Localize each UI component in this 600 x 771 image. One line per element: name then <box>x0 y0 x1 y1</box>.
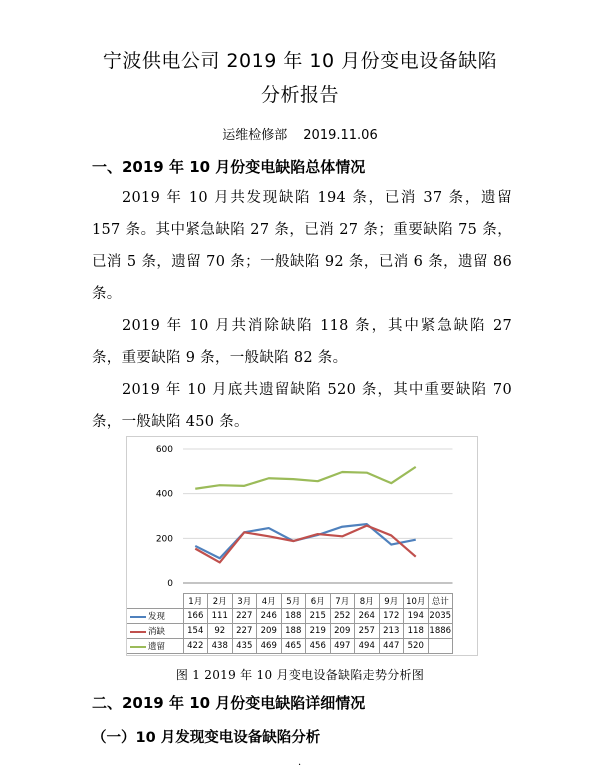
legend-entry <box>127 624 183 639</box>
table-row <box>127 639 453 654</box>
table-header-row <box>127 594 453 609</box>
legend-entry <box>127 639 183 654</box>
x-category-label: 10月 <box>404 594 429 609</box>
data-label: 1886 <box>428 624 453 639</box>
table-row <box>127 624 453 639</box>
report-date: 2019.11.06 <box>303 128 378 143</box>
data-label: 166 <box>183 609 208 624</box>
data-label <box>428 639 453 654</box>
data-label: 154 <box>183 624 208 639</box>
data-label: 456 <box>306 639 331 654</box>
paragraph-2: 2019 年 10 月共消除缺陷 118 条，其中紧急缺陷 27 条，重要缺陷 9 条，一般缺陷 82 条。 <box>92 318 512 366</box>
data-label: 497 <box>330 639 355 654</box>
legend-swatch <box>130 646 146 648</box>
subsection-heading: （一）10 月发现变电设备缺陷分析 <box>92 730 321 746</box>
department: 运维检修部 <box>222 128 288 143</box>
x-category-label: 4月 <box>257 594 282 609</box>
paragraph-1: 2019 年 10 月共发现缺陷 194 条，已消 37 条，遗留 157 条。其中紧急缺陷 27 条，已消 27 条；重要缺陷 75 条，已消 5 条，遗留 70 条；一般缺陷 92 条，已消 6 条，遗留 86 条。 <box>92 190 512 302</box>
legend-entry <box>127 609 183 624</box>
data-label: 227 <box>232 624 257 639</box>
data-label: 465 <box>281 639 306 654</box>
data-label: 111 <box>208 609 233 624</box>
x-category-label: 5月 <box>281 594 306 609</box>
figure-caption: 图 1 2019 年 10 月变电设备缺陷走势分析图 <box>175 668 425 682</box>
data-label: 469 <box>257 639 282 654</box>
y-tick-label: 600 <box>155 445 173 455</box>
data-label: 257 <box>355 624 380 639</box>
data-label: 213 <box>379 624 404 639</box>
data-label: 246 <box>257 609 282 624</box>
data-label: 188 <box>281 609 306 624</box>
defect-trend-chart <box>126 436 478 656</box>
report-meta <box>0 124 600 143</box>
x-category-label: 3月 <box>232 594 257 609</box>
x-category-label: 7月 <box>330 594 355 609</box>
data-label: 264 <box>355 609 380 624</box>
data-label: 252 <box>330 609 355 624</box>
data-label: 118 <box>404 624 429 639</box>
y-tick-label: 0 <box>167 579 173 589</box>
legend-label: 消缺 <box>148 627 166 637</box>
data-label: 172 <box>379 609 404 624</box>
legend-swatch <box>130 616 146 618</box>
chart-plot <box>127 437 477 597</box>
data-label: 2035 <box>428 609 453 624</box>
x-category-label: 8月 <box>355 594 380 609</box>
report-title: 宁波供电公司 2019 年 10 月份变电设备缺陷 <box>102 50 498 72</box>
data-label: 435 <box>232 639 257 654</box>
data-label: 194 <box>404 609 429 624</box>
x-category-label: 1月 <box>183 594 208 609</box>
legend-label: 发现 <box>148 612 166 622</box>
data-label: 215 <box>306 609 331 624</box>
x-category-label: 9月 <box>379 594 404 609</box>
data-label: 209 <box>330 624 355 639</box>
report-subtitle: 分析报告 <box>260 84 339 106</box>
legend-label: 遗留 <box>148 642 166 652</box>
chart-data-table <box>127 593 453 654</box>
series-line-2 <box>195 467 416 489</box>
series-line-1 <box>195 526 416 563</box>
x-category-label: 总计 <box>428 594 453 609</box>
paragraph-3: 2019 年 10 月底共遗留缺陷 520 条，其中重要缺陷 70 条，一般缺陷 450 条。 <box>92 382 512 430</box>
data-label: 219 <box>306 624 331 639</box>
data-label: 209 <box>257 624 282 639</box>
data-label: 422 <box>183 639 208 654</box>
data-label: 92 <box>208 624 233 639</box>
data-label: 438 <box>208 639 233 654</box>
page-mark: · <box>298 760 302 771</box>
data-label: 188 <box>281 624 306 639</box>
x-category-label: 2月 <box>208 594 233 609</box>
data-label: 447 <box>379 639 404 654</box>
x-category-label: 6月 <box>306 594 331 609</box>
legend-swatch <box>130 631 146 633</box>
table-corner <box>127 594 183 609</box>
y-tick-label: 200 <box>155 534 173 545</box>
section2-heading: 二、2019 年 10 月份变电缺陷详细情况 <box>92 694 366 712</box>
data-label: 227 <box>232 609 257 624</box>
y-tick-label: 400 <box>155 489 173 500</box>
section1-heading: 一、2019 年 10 月份变电缺陷总体情况 <box>92 158 366 176</box>
table-row <box>127 609 453 624</box>
data-label: 520 <box>404 639 429 654</box>
data-label: 494 <box>355 639 380 654</box>
